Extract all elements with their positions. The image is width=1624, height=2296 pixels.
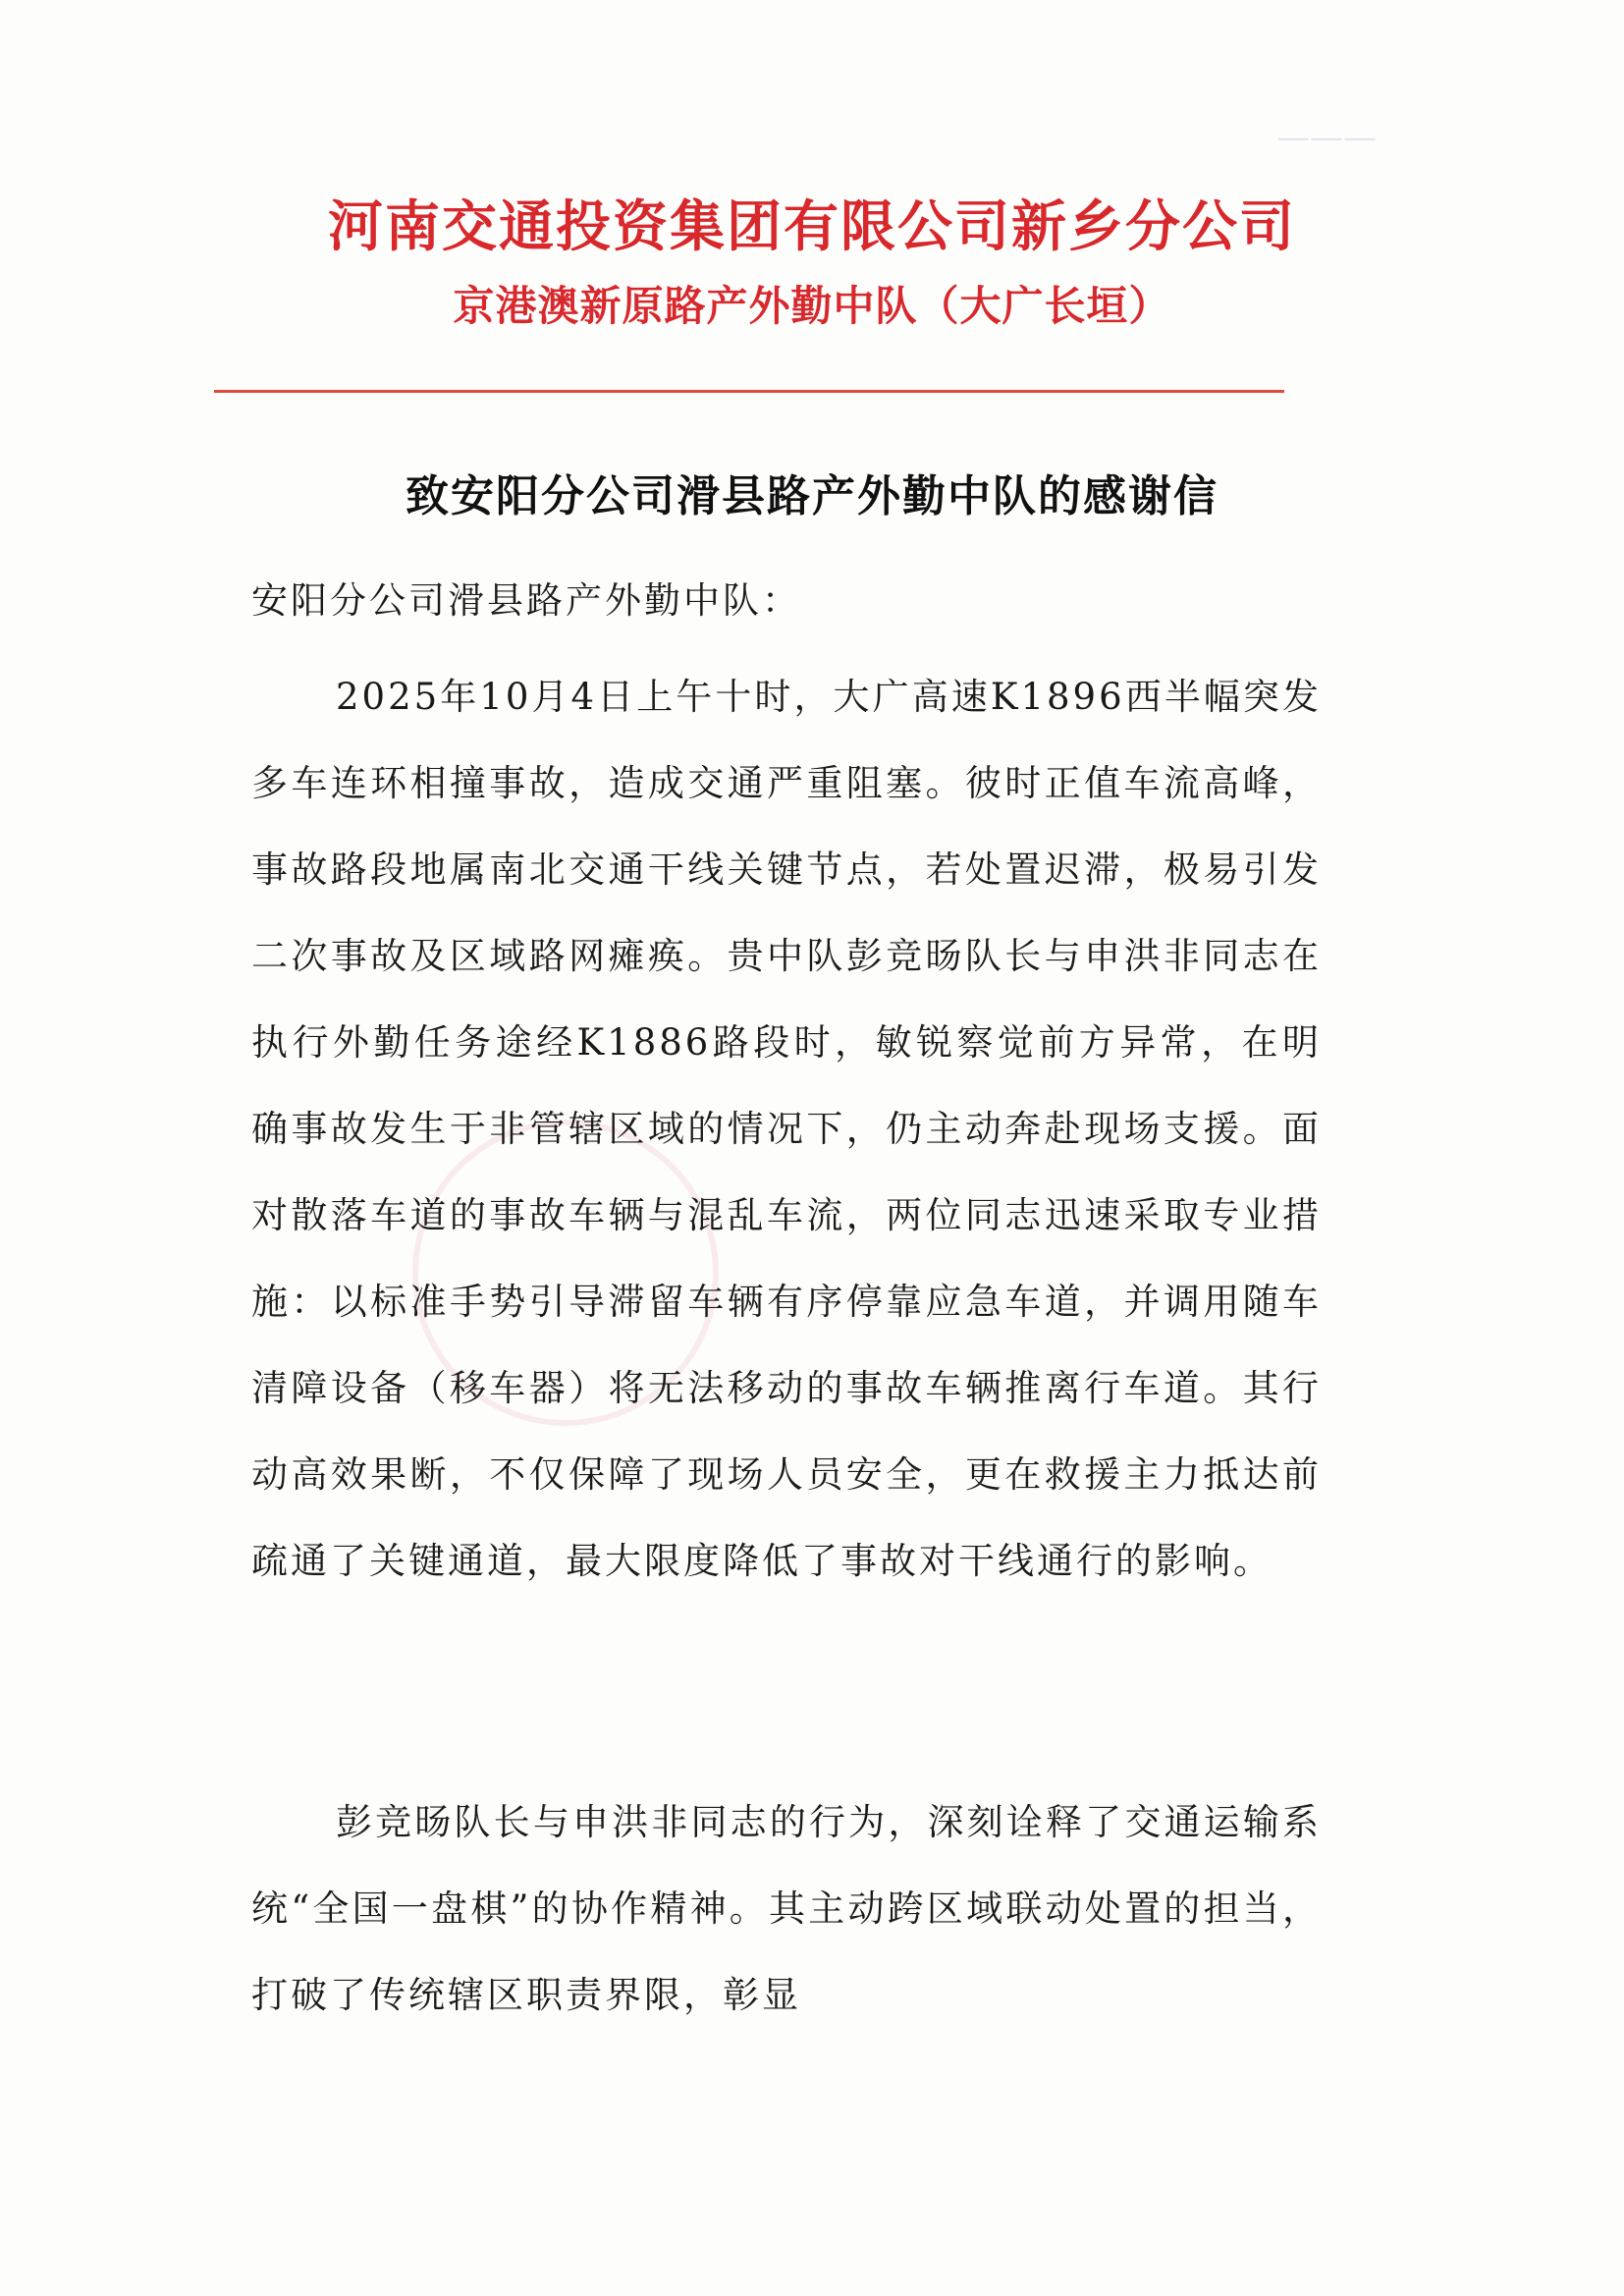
letter-paragraph-1: 2025年10月4日上午十时，大广高速K1896西半幅突发多车连环相撞事故，造成交通严重阻塞。彼时正值车流高峰，事故路段地属南北交通干线关键节点，若处置迟滞，极易引发二次事故及区域路网瘫痪。贵中队彭竞旸队长与申洪非同志在执行外勤任务途经K1886路段时，敏锐察觉前方异常，在明确事故发生于非管辖区域的情况下，仍主动奔赴现场支援。面对散落车道的事故车辆与混乱车流，两位同志迅速采取专业措施：以标准手势引导滞留车辆有序停靠应急车道，并调用随车清障设备（移车器）将无法移动的事故车辆推离行车道。其行动高效果断，不仅保障了现场人员安全，更在救援主力抵达前疏通了关键通道，最大限度降低了事故对干线通行的影响。: [251, 676, 1322, 1582]
letter-paragraph-2: 彭竞旸队长与申洪非同志的行为，深刻诠释了交通运输系统“全国一盘棋”的协作精神。其主动跨区域联动处置的担当，打破了传统辖区职责界限，彰显: [251, 1801, 1322, 2016]
letterhead-unit-name: 京港澳新原路产外勤中队（大广长垣）: [453, 282, 1171, 330]
letter-salutation: 安阳分公司滑县路产外勤中队：: [251, 579, 801, 622]
letter-title: 致安阳分公司滑县路产外勤中队的感谢信: [406, 471, 1218, 521]
reverse-side-bleedthrough: ———: [1276, 118, 1377, 157]
letterhead-company-name: 河南交通投资集团有限公司新乡分公司: [328, 194, 1296, 259]
letterhead-divider: [214, 390, 1284, 393]
